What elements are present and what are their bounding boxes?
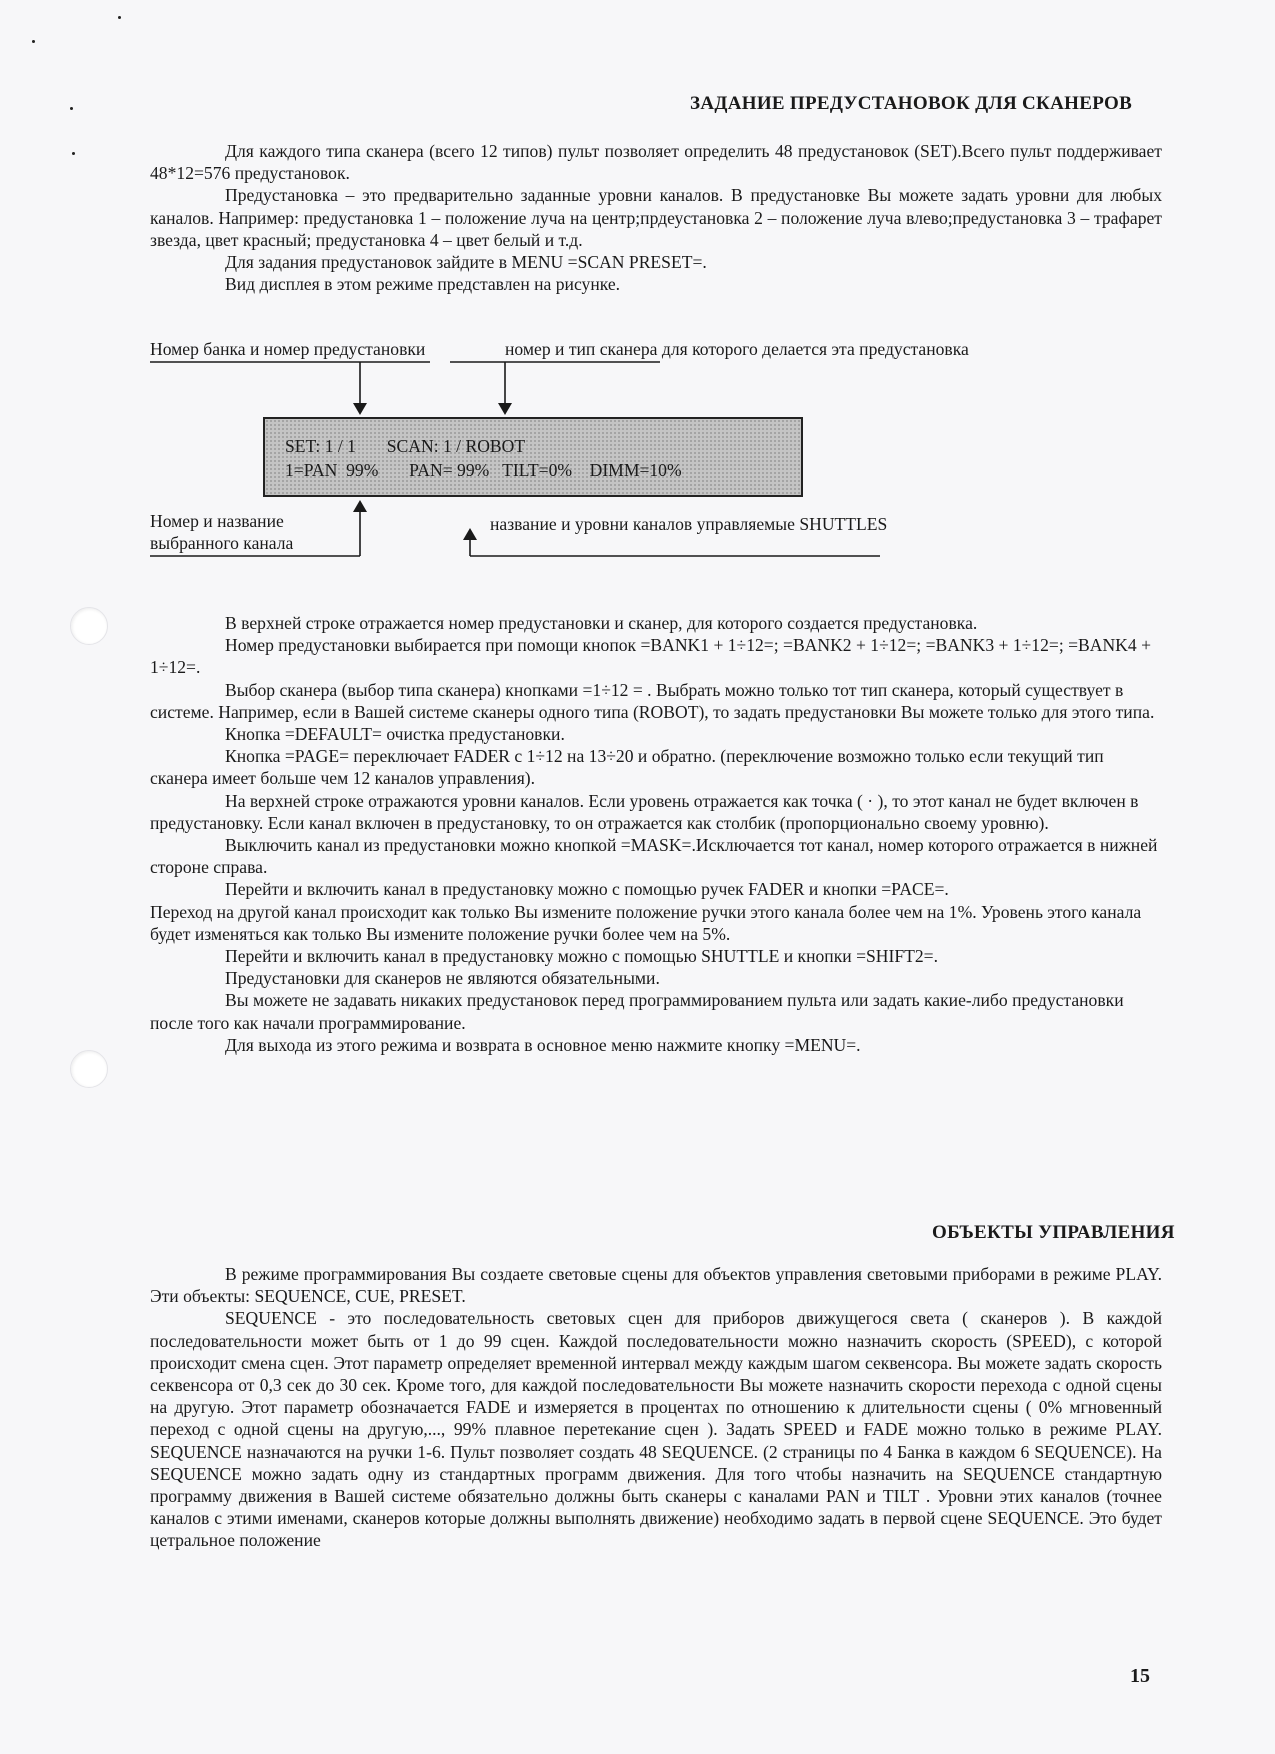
lcd-line-1: SET: 1 / 1 SCAN: 1 / ROBOT (285, 436, 526, 456)
label-selected-channel-2: выбранного канала (150, 533, 294, 553)
page-number: 15 (1130, 1665, 1150, 1687)
paragraph: Кнопка =DEFAULT= очистка предустановки. (225, 724, 565, 745)
paragraph: Кнопка =PAGE= переключает FADER с 1÷12 на 13÷20 и обратно. (переключение возможно только если текущий тип сканера имеет больше чем 12 каналов управления). (150, 746, 1104, 789)
paragraph: В режиме программирования Вы создаете световые сцены для объектов управления световыми приборами в режиме PLAY. Эти объекты: SEQUENCE, CUE, PRESET. (150, 1264, 1162, 1307)
arrow-head-up (353, 500, 367, 512)
label-shuttle-channels: название и уровни каналов управляемые SHUTTLES (490, 514, 888, 534)
arrow-head-down (498, 403, 512, 415)
label-bank-preset-number: Номер банка и номер предустановки (150, 339, 426, 359)
paragraph: На верхней строке отражаются уровни каналов. Если уровень отражается как точка ( · ), то этот канал не будет включен в предустановку. Если канал включен в предустановку, то он отражается как столбик (пропорционально своему уровню). (150, 790, 1139, 833)
paragraph: Выключить канал из предустановки можно кнопкой =MASK=.Исключается тот канал, номер которого отражается в нижней стороне справа. (150, 835, 1158, 878)
paragraph: Выбор сканера (выбор типа сканера) кнопками =1÷12 = . Выбрать можно только тот тип сканера, который существует в системе. Например, если в Вашей системе сканеры одного типа (ROBOT), то задать предустановки Вы можете только для этого типа. (150, 679, 1155, 722)
arrow-head-down (353, 403, 367, 415)
arrow-head-up (463, 528, 477, 540)
lcd-line-2: 1=PAN 99% PAN= 99% TILT=0% DIMM=10% (285, 460, 682, 480)
paragraph: Для выхода из этого режима и возврата в основное меню нажмите кнопку =MENU=. (225, 1034, 861, 1055)
section-title-scanner-presets: ЗАДАНИЕ ПРЕДУСТАНОВОК ДЛЯ СКАНЕРОВ (690, 93, 1133, 114)
paragraph: Перейти и включить канал в предустановку можно с помощью SHUTTLE и кнопки =SHIFT2=. (225, 946, 939, 967)
control-objects-text (150, 1263, 1162, 1552)
paragraph: Предустановка – это предварительно заданные уровни каналов. В предустановке Вы можете задать уровни для любых каналов. Например: предустановка 1 – положение луча на центр;прдеустановка 2 – положение луча влево;предустановка 3 – трафарет звезда, цвет красный; предустановка 4 – цвет белый и т.д. (150, 185, 1162, 250)
paragraph: Вид дисплея в этом режиме представлен на рисунке. (225, 274, 621, 295)
label-scanner-number-type: номер и тип сканера для которого делается эта предустановка (505, 339, 969, 359)
scanner-preset-description (150, 612, 1162, 1056)
paragraph: Предустановки для сканеров не являются обязательными. (225, 968, 660, 989)
paragraph: В верхней строке отражается номер предустановки и сканер, для которого создается предустановка. (225, 613, 978, 633)
paragraph: Для задания предустановок зайдите в MENU =SCAN PRESET=. (225, 252, 707, 273)
paragraph: Для каждого типа сканера (всего 12 типов) пульт позволяет определить 48 предустановок (SET).Всего пульт поддерживает 48*12=576 предустановок. (150, 141, 1162, 184)
paragraph: Перейти и включить канал в предустановку можно с помощью ручек FADER и кнопки =PACE=. (225, 879, 949, 900)
section-title-control-objects: ОБЪЕКТЫ УПРАВЛЕНИЯ (932, 1222, 1175, 1243)
paragraph: Номер предустановки выбирается при помощи кнопок =BANK1 + 1÷12=; =BANK2 + 1÷12=; =BANK3 + 1÷12=; =BANK4 + 1÷12=. (150, 635, 1151, 678)
paragraph: Переход на другой канал происходит как только Вы измените положение ручки этого канала более чем на 1%. Уровень этого канала будет изменяться как только Вы измените положение ручки более чем на 5%. (150, 901, 1142, 944)
paragraph: Вы можете не задавать никаких предустановок перед программированием пульта или задать какие-либо предустановки после того как начали программирование. (150, 990, 1124, 1033)
label-selected-channel-1: Номер и название (150, 511, 284, 531)
paragraph: SEQUENCE - это последовательность световых сцен для приборов движущегося света ( сканеров ). В каждой последовательности может быть от 1 до 99 сцен. Каждой последовательности можно назначить скорость (SPEED), с которой происходит смена сцен. Этот параметр определяет временной интервал между каждым шагом секвенсора. Вы можете задать скорость секвенсора от 0,3 сек до 30 сек. Кроме того, для каждой последовательности Вы можете назначить скорости перехода с одной сцены на другую. Этот параметр обозначается FADE и измеряется в процентах по отношению к длительности сцены ( 0% мгновенный переход с одной сцены на другую,..., 99% плавное перетекание сцен ). Задать SPEED и FADE можно только в режиме PLAY. SEQUENCE назначаются на ручки 1-6. Пульт позволяет создать 48 SEQUENCE. (2 страницы по 4 Банка в каждом 6 SEQUENCE). На SEQUENCE можно задать одну из стандартных программ движения. Для того чтобы назначить на SEQUENCE стандартную программу движения в Вашей системе обязательно должны быть сканеры с каналами PAN и TILT . Уровни этих каналов (точнее каналов с этими именами, сканеров которые должны выполнять движение) необходимо задать в первой сцене SEQUENCE. Это будет цетральное положение (150, 1308, 1162, 1551)
